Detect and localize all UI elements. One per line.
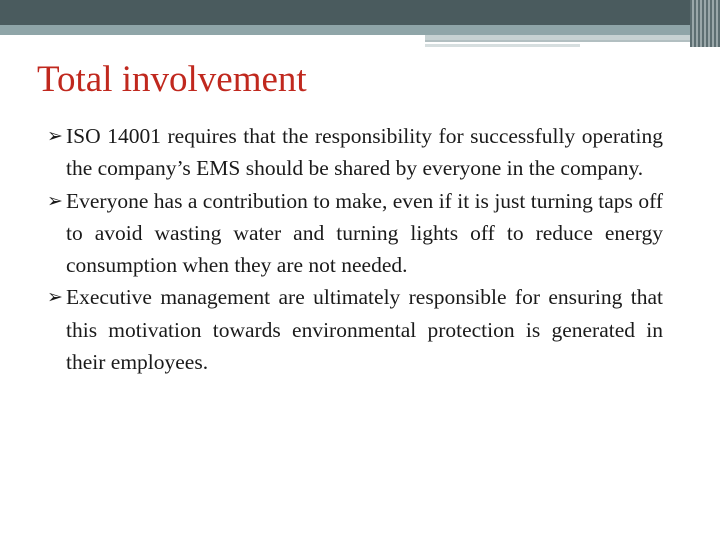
arrow-bullet-icon: ➢ [47, 125, 63, 147]
header-decor-line [425, 40, 690, 42]
arrow-bullet-icon: ➢ [47, 286, 63, 309]
bullet-item [47, 120, 663, 185]
bullet-text: Executive management are ultimately responsible for ensuring that this motivation towards environmental protection is generated in their employees. [66, 285, 663, 375]
slide-title: Total involvement [37, 59, 307, 100]
header-decor-line [425, 44, 580, 47]
bullet-text: Everyone has a contribution to make, even if it is just turning taps off to avoid wasting water and turning lights off to reduce energy consumption when they are not needed. [66, 188, 663, 278]
bullet-item [47, 185, 663, 282]
header-band [0, 0, 690, 25]
bullet-list [47, 120, 663, 378]
header-stripes [690, 0, 720, 47]
bullet-item [47, 281, 663, 378]
header-accent-band [0, 25, 690, 35]
arrow-bullet-icon: ➢ [47, 189, 63, 212]
bullet-text: ISO 14001 requires that the responsibility for successfully operating the company’s EMS should be shared by everyone in the company. [66, 124, 663, 181]
